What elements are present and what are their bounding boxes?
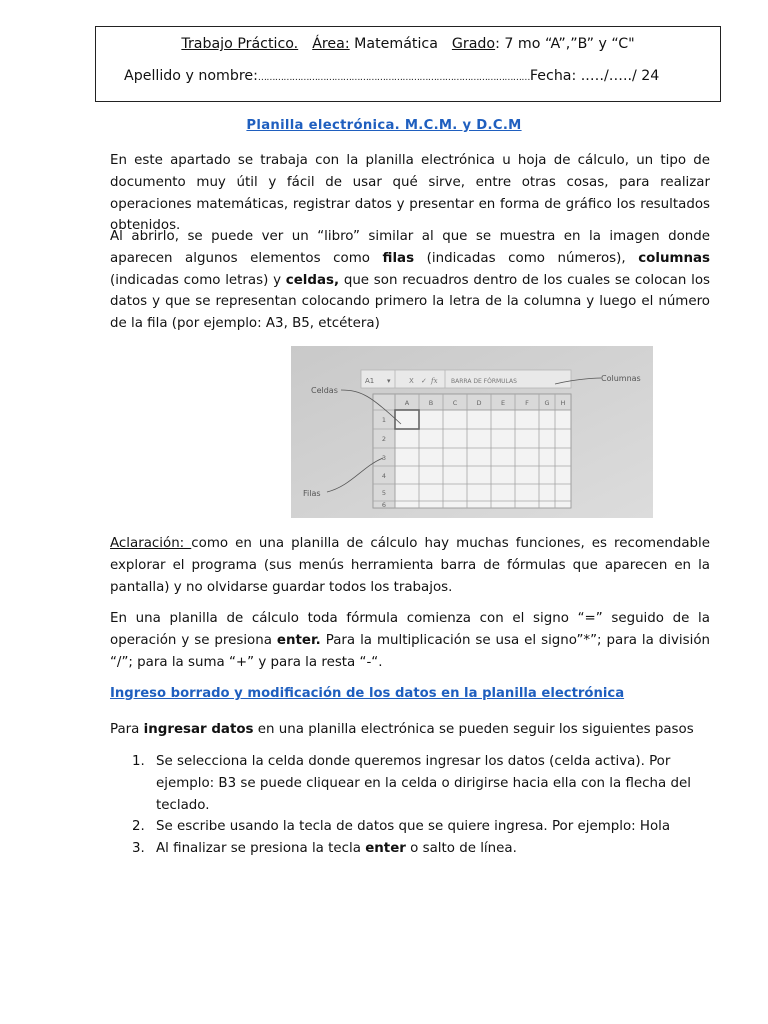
paragraph-aclaracion [110,533,710,598]
tp-label: Trabajo Práctico. [181,36,299,52]
column-letter: F [525,399,529,407]
fx-symbol: fx [431,377,438,385]
spreadsheet-illustration [291,346,653,518]
step-text-1: Al finalizar se presiona la tecla [156,841,366,857]
column-letter: B [428,399,434,407]
para2-text-4: que son recuadros dentro de los cuales se colocan los datos y que se representan colocando primero la letra de la columna y luego el número de la fila (por ejemplo: A3, B5, etcétera) [110,272,710,332]
step-bold-enter: enter [365,841,406,857]
steps-list [110,751,710,860]
name-box: A1 [365,377,375,385]
para2-text-2: (indicadas como números), [414,250,639,266]
paragraph-intro: En este apartado se trabaja con la planilla electrónica u hoja de cálculo, un tipo de documento muy útil y fácil de usar qué sirve, entre otras cosas, para realizar operaciones matemáticas, registrar datos y presentar en forma de gráfico los resultados obtenidos. [110,153,710,234]
header-box [95,26,721,102]
step-number: 2. [132,819,145,835]
para5-text-2: en una planilla electrónica se pueden seguir los siguientes pasos [253,722,694,737]
para2-text-3: (indicadas como letras) y [110,272,286,288]
name-label: Apellido y nombre: [124,68,258,84]
spreadsheet-figure [291,346,653,518]
row-number: 6 [381,501,387,509]
column-letter: A [404,399,410,407]
para5-text-1: Para [110,722,144,737]
label-celdas: Celdas [311,386,338,395]
cancel-symbol: X [409,377,414,385]
para4-bold-enter: enter. [276,632,321,648]
para4-text-1: En una planilla de cálculo toda fórmula comienza con el signo “=” seguido de la operación y se presiona [110,611,710,648]
area-label: Área: [312,36,350,52]
step-number: 1. [132,754,145,769]
paragraph-ingresar [110,719,710,741]
column-letter: D [476,399,482,407]
row-number: 3 [381,454,387,462]
dropdown-arrow-icon: ▾ [387,377,391,385]
column-header-row [373,394,571,410]
aclaracion-label: Aclaración: [110,536,192,551]
label-columnas: Columnas [601,374,641,383]
paragraph-formulas [110,608,710,673]
step-text: Se escribe usando la tecla de datos que se quiere ingresa. Por ejemplo: Hola [156,819,671,835]
list-item [110,751,710,816]
list-item [110,816,710,838]
list-item [110,838,710,860]
column-letter: E [500,399,506,407]
name-dots: …………………………………………………………………………………… [257,73,530,83]
section-title-planilla: Planilla electrónica. M.C.M. y D.C.M [246,118,522,133]
step-text-2: o salto de línea. [405,841,517,857]
para2-bold-filas: filas [382,250,415,266]
section-title-ingreso: Ingreso borrado y modificación de los datos en la planilla electrónica [110,686,625,701]
column-letter: H [560,399,566,407]
para2-text-1: Al abrirlo, se puede ver un “libro” similar al que se muestra en la imagen donde aparecen algunos elementos como [110,229,710,266]
confirm-symbol: ✓ [421,377,427,385]
row-number: 5 [381,489,387,497]
row-number: 4 [381,472,387,480]
aclaracion-text: como en una planilla de cálculo hay muchas funciones, es recomendable explorar el programa (sus menús herramienta barra de fórmulas que aparecen en la pantalla) y no olvidarse guardar todos los trabajos. [110,536,710,595]
fecha-label: Fecha: ..…/…../ 24 [529,68,660,84]
grado-value: : 7 mo “A”,”B” y “C" [495,36,635,52]
para5-bold-ingresar: ingresar datos [143,722,254,737]
para4-text-2: Para la multiplicación se usa el signo”*”; para la división “/”; para la suma “+” y para la resta “-“. [110,632,711,670]
paragraph-libro [110,226,710,335]
row-number: 2 [381,435,387,443]
step-number: 3. [132,841,145,857]
para2-bold-columnas: columnas [638,250,710,266]
spreadsheet-grid [373,394,571,509]
para2-bold-celdas: celdas, [285,272,340,288]
step-text: Se selecciona la celda donde queremos ingresar los datos (celda activa). Por ejemplo: B3 se puede cliquear en la celda o dirigirse hacia ella con la flecha del teclado. [156,754,691,813]
formula-bar-text: BARRA DE FÓRMULAS [451,378,517,385]
column-letter: C [452,399,458,407]
header-line-2 [124,68,659,84]
column-letter: G [544,399,550,407]
area-value: Matemática [349,36,438,52]
label-filas: Filas [303,489,321,498]
row-number: 1 [381,416,387,424]
grado-label: Grado [451,36,496,52]
header-line-1 [96,36,720,52]
